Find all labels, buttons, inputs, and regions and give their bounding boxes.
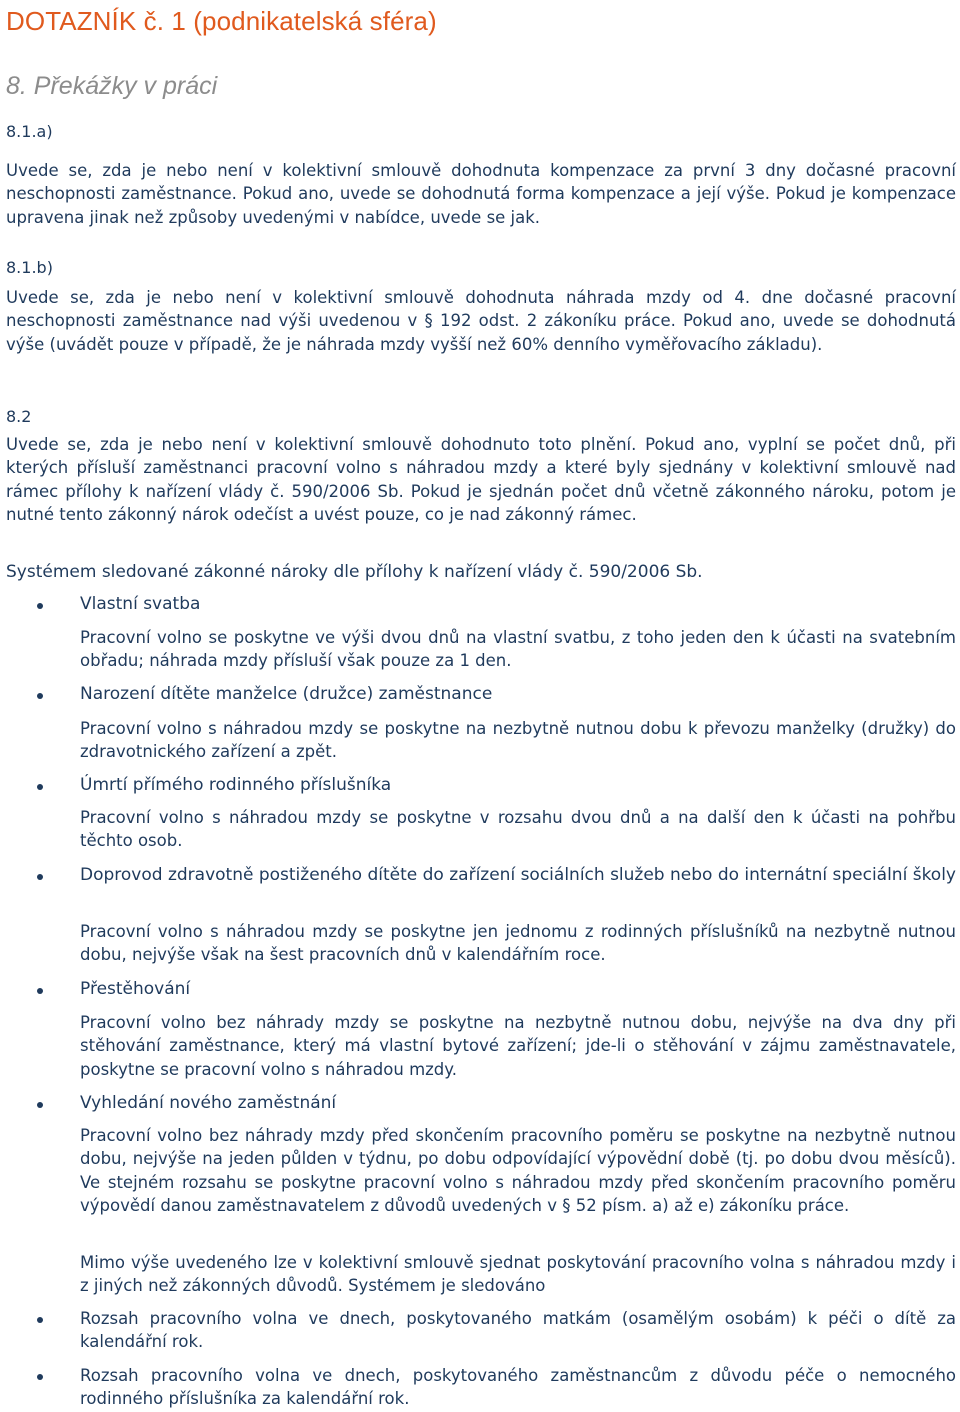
bullet-icon: [37, 988, 43, 994]
item-text-job-search: Pracovní volno bez náhrady mzdy před skončením pracovního poměru se poskytne na nezbytně nutnou dobu, nejvýše na jeden půlden v týdnu, po dobu odpovídající výpovědní době (tj. po dobu dvou měsíců). Ve stejném rozsahu se poskytne pracovní volno s náhradou mzdy před skončením pracovního poměru výpovědí danou zaměstnavatelem z důvodů uvedených v § 52 písm. a) až e) zákoníku práce.: [80, 1126, 956, 1215]
section-number-8-2: 8.2: [6, 407, 32, 426]
item-heading-wedding: Vlastní svatba: [80, 594, 201, 614]
section-text-8-1-a: Uvede se, zda je nebo není v kolektivní smlouvě dohodnuta kompenzace za první 3 dny dočasné pracovní neschopnosti zaměstnance. Pokud ano, uvede se dohodnutá forma kompenzace a její výše. Pokud je kompenzace upravena jinak než způsoby uvedenými v nabídce, uvede se jak.: [6, 161, 956, 227]
section-number-8-1-a: 8.1.a): [6, 122, 53, 141]
item-heading-moving: Přestěhování: [80, 979, 191, 999]
bullet-icon: [37, 1317, 43, 1323]
item-heading-disabled-child: Doprovod zdravotně postiženého dítěte do zařízení sociálních služeb nebo do internátní speciální školy: [80, 865, 956, 885]
section-number-8-1-b: 8.1.b): [6, 258, 53, 277]
item-text-wedding: Pracovní volno se poskytne ve výši dvou dnů na vlastní svatbu, z toho jeden den k účasti na svatebním obřadu; náhrada mzdy přísluší však pouze za 1 den.: [80, 628, 956, 671]
item-heading-birth: Narození dítěte manželce (družce) zaměstnance: [80, 684, 493, 704]
bullet-icon: [37, 1102, 43, 1108]
section-heading: 8. Překážky v práci: [6, 72, 218, 100]
section-text-8-2: Uvede se, zda je nebo není v kolektivní smlouvě dohodnuto toto plnění. Pokud ano, vyplní se počet dnů, při kterých přísluší zaměstnanci pracovní volno s náhradou mzdy a které byly sjednány v kolektivní smlouvě nad rámec přílohy k nařízení vlády č. 590/2006 Sb. Pokud je sjednán počet dnů včetně zákonného nároku, potom je nutné tento zákonný nárok odečíst a uvést pouze, co je nad zákonný rámec.: [6, 435, 956, 524]
bullet-icon: [37, 874, 43, 880]
document-title: DOTAZNÍK č. 1 (podnikatelská sféra): [6, 6, 437, 36]
bullet-icon: [37, 603, 43, 609]
item-heading-job-search: Vyhledání nového zaměstnání: [80, 1093, 337, 1113]
item-heading-death: Úmrtí přímého rodinného příslušníka: [80, 775, 392, 795]
bullet-icon: [37, 784, 43, 790]
list-intro: Systémem sledované zákonné nároky dle přílohy k nařízení vlády č. 590/2006 Sb.: [6, 562, 703, 582]
extra-item-mothers: Rozsah pracovního volna ve dnech, poskytovaného matkám (osamělým osobám) k péči o dítě za kalendářní rok.: [80, 1309, 956, 1352]
item-text-death: Pracovní volno s náhradou mzdy se poskytne v rozsahu dvou dnů a na další den k účasti na pohřbu těchto osob.: [80, 808, 956, 851]
section-text-8-1-b: Uvede se, zda je nebo není v kolektivní smlouvě dohodnuta náhrada mzdy od 4. dne dočasné pracovní neschopnosti zaměstnance nad výši uvedenou v § 192 odst. 2 zákoníku práce. Pokud ano, uvede se dohodnutá výše (uvádět pouze v případě, že je náhrada mzdy vyšší než 60% denního vyměřovacího základu).: [6, 288, 956, 354]
extra-note: Mimo výše uvedeného lze v kolektivní smlouvě sjednat poskytování pracovního volna s náhradou mzdy i z jiných než zákonných důvodů. Systémem je sledováno: [80, 1253, 956, 1296]
extra-item-sick-relative: Rozsah pracovního volna ve dnech, poskytovaného zaměstnancům z důvodu péče o nemocného rodinného příslušníka za kalendářní rok.: [80, 1366, 956, 1409]
item-text-birth: Pracovní volno s náhradou mzdy se poskytne na nezbytně nutnou dobu k převozu manželky (družky) do zdravotnického zařízení a zpět.: [80, 719, 956, 762]
item-text-moving: Pracovní volno bez náhrady mzdy se poskytne na nezbytně nutnou dobu, nejvýše na dva dny při stěhování zaměstnance, který má vlastní bytové zařízení; jde-li o stěhování v zájmu zaměstnavatele, poskytne se pracovní volno s náhradou mzdy.: [80, 1013, 956, 1079]
bullet-icon: [37, 1374, 43, 1380]
bullet-icon: [37, 693, 43, 699]
item-text-disabled-child: Pracovní volno s náhradou mzdy se poskytne jen jednomu z rodinných příslušníků na nezbytně nutnou dobu, nejvýše však na šest pracovních dnů v kalendářním roce.: [80, 922, 956, 965]
